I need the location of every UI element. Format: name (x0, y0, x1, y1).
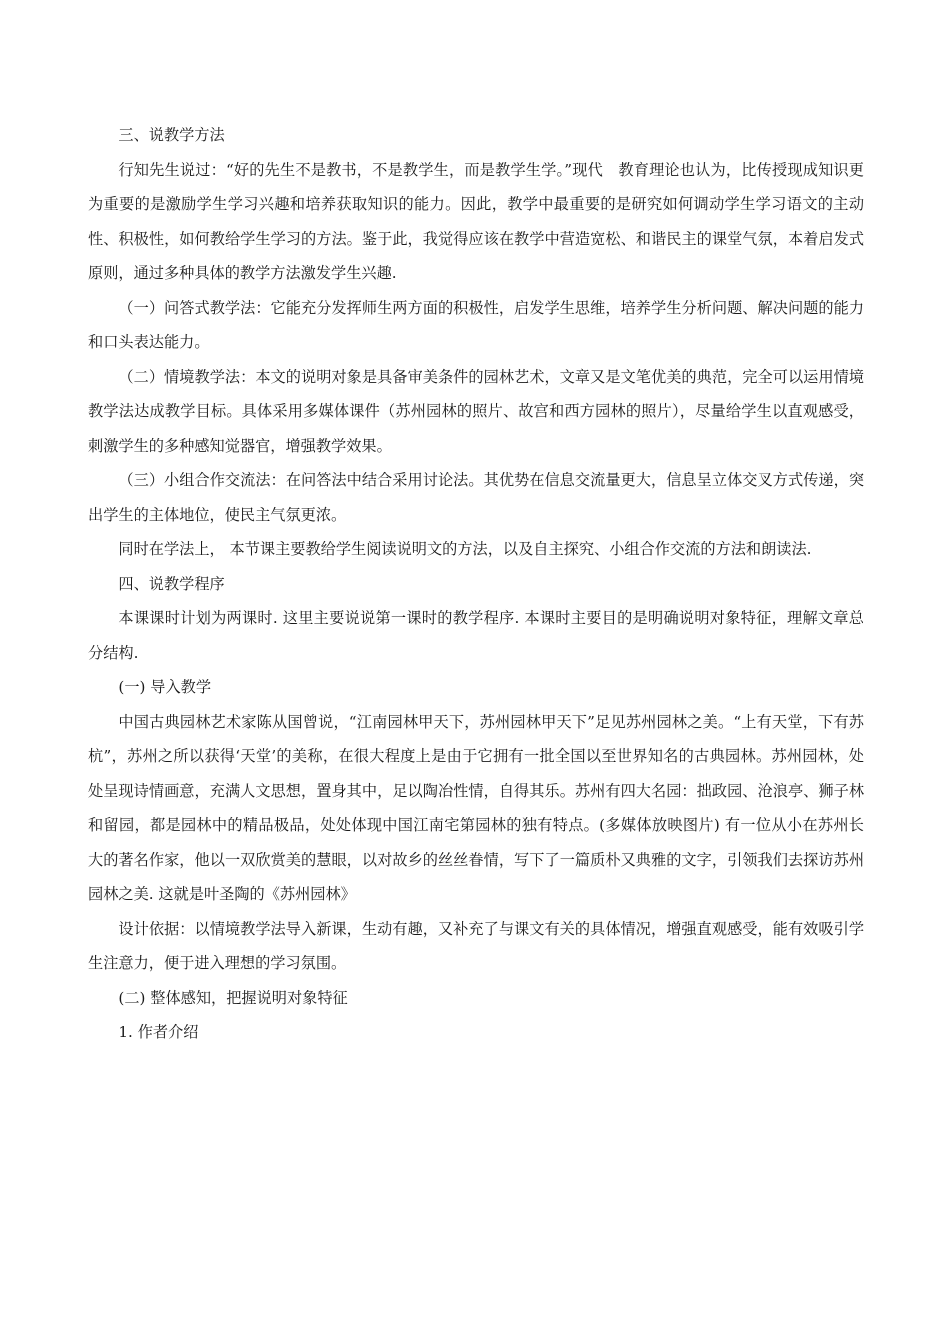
paragraph-introduction: 中国古典园林艺术家陈从国曾说，“江南园林甲天下，苏州园林甲天下”足见苏州园林之美。“上有天堂，下有苏杭”，苏州之所以获得‘天堂’的美称，在很大程度上是由于它拥有一批全国以至世界知名的古典园林。苏州园林，处处呈现诗情画意，充满人文思想，置身其中，足以陶冶性情，自得其乐。苏州有四大名园：拙政园、沧浪亭、狮子林和留园，都是园林中的精品极品，处处体现中国江南宅第园林的独有特点。(多媒体放映图片) 有一位从小在苏州长大的著名作家，他以一双欣赏美的慧眼，以对故乡的丝丝眷情，写下了一篇质朴又典雅的文字，引领我们去探访苏州园林之美. 这就是叶圣陶的《苏州园林》 (88, 712, 864, 903)
paragraph-method-situational: （二）情境教学法：本文的说明对象是具备审美条件的园林艺术，文章又是文笔优美的典范，完全可以运用情境教学法达成教学目标。具体采用多媒体课件（苏州园林的照片、故宫和西方园林的照片），尽量给学生以直观感受，刺激学生的多种感知觉器官，增强教学效果。 (88, 367, 864, 455)
item-author-introduction: 1. 作者介绍 (118, 1023, 199, 1041)
paragraph-study-method: 同时在学法上， 本节课主要教给学生阅读说明文的方法，以及自主探究、小组合作交流的方法和朗读法. (118, 540, 812, 558)
document-page (88, 118, 864, 1050)
subheading-introduction: (一) 导入教学 (118, 678, 212, 696)
paragraph-lesson-plan: 本课课时计划为两课时. 这里主要说说第一课时的教学程序. 本课时主要目的是明确说明对象特征，理解文章总分结构. (88, 609, 864, 662)
paragraph-design-basis: 设计依据：以情境教学法导入新课，生动有趣，又补充了与课文有关的具体情况，增强直观感受，能有效吸引学生注意力，便于进入理想的学习氛围。 (88, 919, 864, 972)
paragraph-method-qa: （一）问答式教学法：它能充分发挥师生两方面的积极性，启发学生思维，培养学生分析问题、解决问题的能力和口头表达能力。 (88, 298, 864, 351)
paragraph-method-group: （三）小组合作交流法：在问答法中结合采用讨论法。其优势在信息交流量更大，信息呈立体交叉方式传递，突出学生的主体地位，使民主气氛更浓。 (88, 471, 864, 524)
subheading-overall-perception: (二) 整体感知，把握说明对象特征 (118, 988, 348, 1007)
paragraph-quote: 行知先生说过：“好的先生不是教书，不是教学生，而是教学生学。”现代 教育理论也认为，比传授现成知识更为重要的是激励学生学习兴趣和培养获取知识的能力。因此，教学中最重要的是研究如何调动学生学习语文的主动性、积极性，如何教给学生学习的方法。鉴于此，我觉得应该在教学中营造宽松、和谐民主的课堂气氛，本着启发式原则，通过多种具体的教学方法激发学生兴趣. (88, 160, 864, 282)
section-heading-teaching-methods: 三、说教学方法 (118, 126, 225, 144)
section-heading-teaching-procedure: 四、说教学程序 (118, 574, 225, 593)
